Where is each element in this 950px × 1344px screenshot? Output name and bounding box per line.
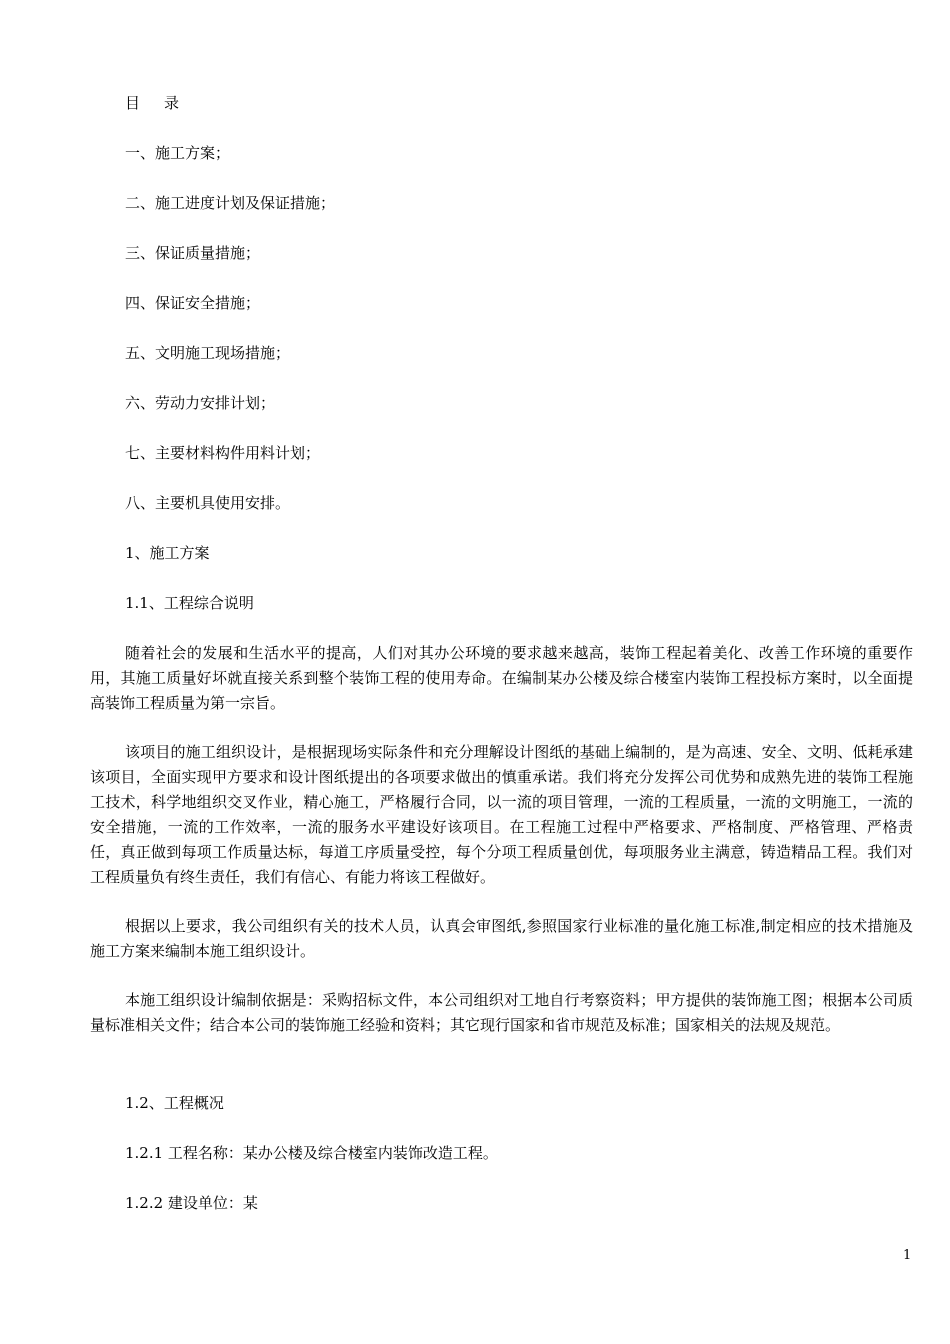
toc-item: 八、主要机具使用安排。 bbox=[125, 494, 291, 512]
toc-item: 六、劳动力安排计划； bbox=[125, 394, 276, 412]
client-item: 1.2.2 建设单位：某 bbox=[125, 1194, 258, 1212]
toc-item: 四、保证安全措施； bbox=[125, 294, 261, 312]
body-paragraph: 随着社会的发展和生活水平的提高，人们对其办公环境的要求越来越高，装饰工程起着美化、改善工作环境的重要作用，其施工质量好坏就直接关系到整个装饰工程的使用寿命。在编制某办公楼及综合楼室内装饰工程投标方案时，以全面提高装饰工程质量为第一宗旨。 bbox=[90, 644, 913, 712]
toc-item: 一、施工方案； bbox=[125, 144, 231, 162]
subsection-heading: 1.2、工程概况 bbox=[125, 1094, 224, 1112]
section-heading: 1、施工方案 bbox=[125, 544, 210, 562]
toc-item: 七、主要材料构件用料计划； bbox=[125, 444, 321, 462]
body-paragraph: 根据以上要求，我公司组织有关的技术人员，认真会审图纸,参照国家行业标准的量化施工标准,制定相应的技术措施及施工方案来编制本施工组织设计。 bbox=[90, 917, 913, 960]
subsection-heading: 1.1、工程综合说明 bbox=[125, 594, 254, 612]
page-number: 1 bbox=[903, 1248, 912, 1263]
toc-item: 五、文明施工现场措施； bbox=[125, 344, 291, 362]
toc-title: 目录 bbox=[125, 94, 204, 112]
body-paragraph: 本施工组织设计编制依据是：采购招标文件，本公司组织对工地自行考察资料；甲方提供的装饰施工图；根据本公司质量标准相关文件；结合本公司的装饰施工经验和资料；其它现行国家和省市规范及标准；国家相关的法规及规范。 bbox=[90, 991, 913, 1034]
project-name-item: 1.2.1 工程名称：某办公楼及综合楼室内装饰改造工程。 bbox=[125, 1144, 498, 1162]
toc-item: 三、保证质量措施； bbox=[125, 244, 261, 262]
toc-item: 二、施工进度计划及保证措施； bbox=[125, 194, 336, 212]
body-paragraph: 该项目的施工组织设计，是根据现场实际条件和充分理解设计图纸的基础上编制的，是为高速、安全、文明、低耗承建该项目，全面实现甲方要求和设计图纸提出的各项要求做出的慎重承诺。我们将充分发挥公司优势和成熟先进的装饰工程施工技术，科学地组织交叉作业，精心施工，严格履行合同，以一流的项目管理，一流的工程质量，一流的文明施工，一流的安全措施，一流的工作效率，一流的服务水平建设好该项目。在工程施工过程中严格要求、严格制度、严格管理、严格责任，真正做到每项工作质量达标，每道工序质量受控，每个分项工程质量创优，每项服务业主满意，铸造精品工程。我们对工程质量负有终生责任，我们有信心、有能力将该工程做好。 bbox=[90, 743, 913, 886]
